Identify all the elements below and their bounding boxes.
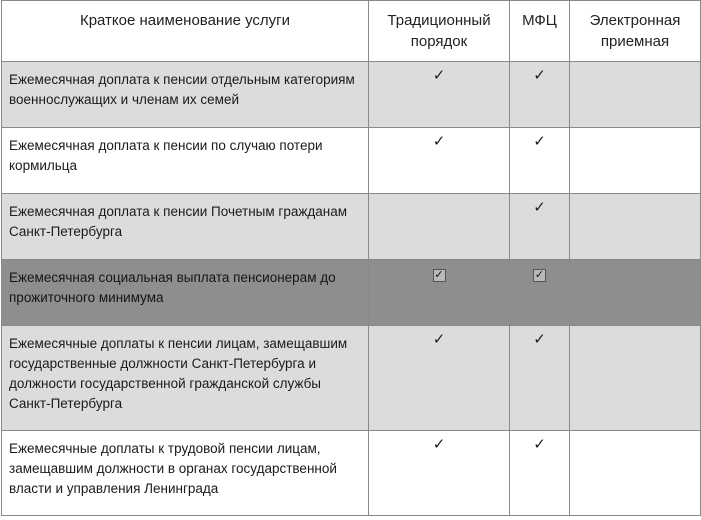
header-mfc: МФЦ <box>510 1 570 62</box>
check-icon: ✓ <box>533 436 546 453</box>
header-service-name: Краткое наименование услуги <box>2 1 369 62</box>
traditional-cell <box>369 260 510 326</box>
service-name-cell: Ежемесячные доплаты к трудовой пенсии лицам, замещавшим должности в органах государственной власти и управления Ленинграда <box>2 431 369 516</box>
table-row <box>2 431 701 516</box>
header-electronic: Электронная приемная <box>570 1 701 62</box>
service-name-cell: Ежемесячная доплата к пенсии по случаю потери кормильца <box>2 128 369 194</box>
mfc-cell <box>510 194 570 260</box>
check-icon: ✓ <box>432 331 446 348</box>
services-table <box>1 0 701 516</box>
service-name-cell: Ежемесячная доплата к пенсии отдельным категориям военнослужащих и членам их семей <box>2 62 369 128</box>
traditional-cell <box>369 326 510 431</box>
mfc-cell <box>510 128 570 194</box>
electronic-cell <box>570 62 701 128</box>
traditional-cell <box>369 194 510 260</box>
traditional-cell <box>369 128 510 194</box>
mfc-cell <box>510 62 570 128</box>
traditional-cell <box>369 431 510 516</box>
table-header <box>2 1 701 62</box>
mfc-cell <box>510 431 570 516</box>
header-traditional: Традиционный порядок <box>369 1 510 62</box>
check-icon: ✓ <box>533 331 546 348</box>
mfc-cell <box>510 326 570 431</box>
table-body <box>2 62 701 516</box>
traditional-cell <box>369 62 510 128</box>
table-row <box>2 194 701 260</box>
service-name-cell: Ежемесячная доплата к пенсии Почетным гражданам Санкт-Петербурга <box>2 194 369 260</box>
check-icon: ✓ <box>533 67 546 84</box>
electronic-cell <box>570 128 701 194</box>
electronic-cell <box>570 326 701 431</box>
header-row <box>2 1 701 62</box>
table-row <box>2 62 701 128</box>
check-icon: ✓ <box>432 436 446 453</box>
electronic-cell <box>570 260 701 326</box>
electronic-cell <box>570 431 701 516</box>
table-row <box>2 128 701 194</box>
check-icon: ✓ <box>432 67 446 84</box>
electronic-cell <box>570 194 701 260</box>
check-icon: ✓ <box>533 199 546 216</box>
checkbox-icon: ✓ <box>534 269 545 281</box>
service-name-cell: Ежемесячная социальная выплата пенсионерам до прожиточного минимума <box>2 260 369 326</box>
check-icon: ✓ <box>533 133 546 150</box>
checkbox-icon: ✓ <box>434 269 444 281</box>
mfc-cell <box>510 260 570 326</box>
table-row <box>2 260 701 326</box>
table-row <box>2 326 701 431</box>
check-icon: ✓ <box>432 133 446 150</box>
service-name-cell: Ежемесячные доплаты к пенсии лицам, замещавшим государственные должности Санкт-Петербурга и должности государственной гражданской службы Санкт-Петербурга <box>2 326 369 431</box>
